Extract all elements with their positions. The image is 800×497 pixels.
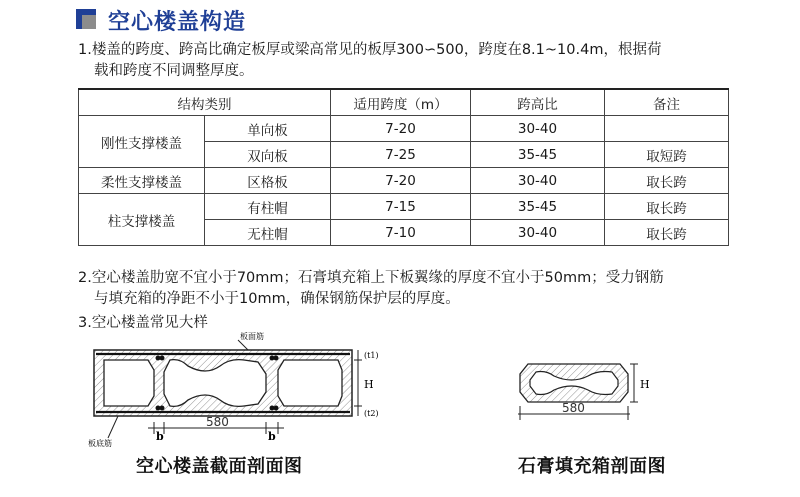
caption-hollow-floor: 空心楼盖截面剖面图	[136, 456, 303, 477]
ratio-cell: 30-40	[471, 220, 605, 246]
note-cell	[605, 116, 729, 142]
caption-gypsum-box: 石膏填充箱剖面图	[518, 456, 666, 477]
table-header-row	[79, 89, 729, 116]
note-cell: 取长跨	[605, 220, 729, 246]
label-bottom-rebar: 板底筋	[88, 439, 112, 448]
structure-table	[78, 88, 729, 246]
note-cell: 取长跨	[605, 168, 729, 194]
dim-b-left: b	[156, 430, 164, 443]
type-cell: 有柱帽	[205, 194, 331, 220]
ratio-cell: 35-45	[471, 194, 605, 220]
section-title	[76, 3, 246, 37]
gypsum-box-section-drawing	[510, 358, 660, 422]
point-3: 3.空心楼盖常见大样	[78, 315, 208, 331]
header-note: 备注	[605, 89, 729, 116]
table-row	[79, 116, 729, 142]
dim-b-right: b	[268, 430, 276, 443]
point-1-line2: 载和跨度不同调整厚度。	[94, 63, 254, 79]
type-cell: 区格板	[205, 168, 331, 194]
dim-580: 580	[206, 415, 229, 429]
dim-H: H	[640, 378, 650, 391]
point-2-line2: 与填充箱的净距不小于10mm，确保钢筋保护层的厚度。	[94, 291, 460, 307]
point-1-line1: 1.楼盖的跨度、跨高比确定板厚或梁高常见的板厚300∽500，跨度在8.1~10.4m，根据荷	[78, 42, 662, 58]
dim-580: 580	[562, 401, 585, 415]
span-cell: 7-20	[331, 116, 471, 142]
category-cell: 刚性支撑楼盖	[79, 116, 205, 168]
header-span: 适用跨度（m）	[331, 89, 471, 116]
type-cell: 单向板	[205, 116, 331, 142]
note-cell: 取短跨	[605, 142, 729, 168]
table-row	[79, 194, 729, 220]
ratio-cell: 35-45	[471, 142, 605, 168]
type-cell: 无柱帽	[205, 220, 331, 246]
ratio-cell: 30-40	[471, 168, 605, 194]
span-cell: 7-15	[331, 194, 471, 220]
span-cell: 7-10	[331, 220, 471, 246]
square-bullet-icon	[76, 9, 98, 31]
span-cell: 7-25	[331, 142, 471, 168]
point-2-line1: 2.空心楼盖肋宽不宜小于70mm；石膏填充箱上下板翼缘的厚度不宜小于50mm；受力钢筋	[78, 270, 664, 286]
label-top-rebar: 板面筋	[240, 332, 264, 341]
category-cell: 柔性支撑楼盖	[79, 168, 205, 194]
header-category: 结构类别	[79, 89, 331, 116]
point-1	[78, 40, 661, 82]
void-right	[278, 360, 342, 406]
dim-t1: (t1)	[364, 351, 379, 360]
dim-H: H	[364, 378, 374, 391]
header-ratio: 跨高比	[471, 89, 605, 116]
dim-t2: (t2)	[364, 409, 379, 418]
ratio-cell: 30-40	[471, 116, 605, 142]
point-2	[78, 268, 664, 310]
category-cell: 柱支撑楼盖	[79, 194, 205, 246]
void-left	[104, 360, 154, 406]
hollow-floor-section-drawing	[88, 330, 388, 448]
span-cell: 7-20	[331, 168, 471, 194]
table-row	[79, 168, 729, 194]
type-cell: 双向板	[205, 142, 331, 168]
page-title: 空心楼盖构造	[108, 9, 247, 35]
note-cell: 取长跨	[605, 194, 729, 220]
